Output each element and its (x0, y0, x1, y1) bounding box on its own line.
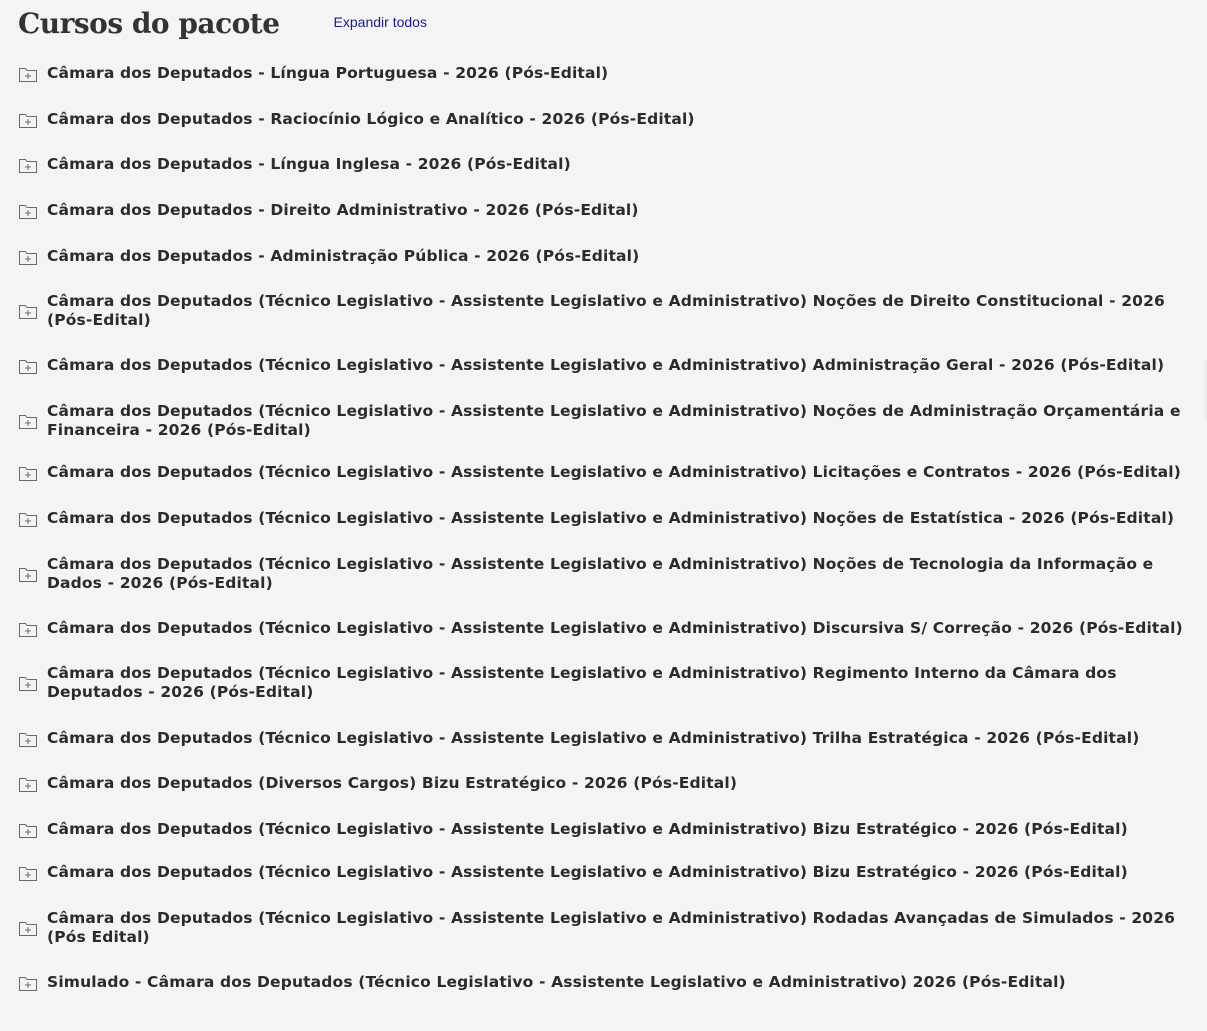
course-label: Câmara dos Deputados (Técnico Legislativo - Assistente Legislativo e Administrativo) Noções de Tecnologia da Informação e Dados - 2026 (Pós-Edital) (47, 555, 1154, 592)
folder-plus-icon (18, 302, 38, 320)
course-item[interactable] (18, 555, 1190, 593)
course-label: Câmara dos Deputados (Diversos Cargos) Bizu Estratégico - 2026 (Pós-Edital) (47, 774, 738, 792)
course-item[interactable] (18, 64, 1190, 83)
course-item[interactable] (18, 863, 1190, 882)
folder-plus-icon (18, 919, 38, 937)
course-label: Câmara dos Deputados (Técnico Legislativo - Assistente Legislativo e Administrativo) Noções de Estatística - 2026 (Pós-Edital) (47, 509, 1175, 527)
expand-all-link[interactable]: Expandir todos (333, 14, 427, 30)
folder-plus-icon (18, 821, 38, 839)
course-label: Câmara dos Deputados (Técnico Legislativo - Assistente Legislativo e Administrativo) Discursiva S/ Correção - 2026 (Pós-Edital) (47, 619, 1183, 637)
course-label: Câmara dos Deputados (Técnico Legislativo - Assistente Legislativo e Administrativo) Regimento Interno da Câmara dos Deputados - 2026 (Pós-Edital) (47, 664, 1117, 701)
course-label: Câmara dos Deputados (Técnico Legislativo - Assistente Legislativo e Administrativo) Bizu Estratégico - 2026 (Pós-Edital) (47, 820, 1128, 838)
course-item[interactable] (18, 509, 1190, 528)
folder-plus-icon (18, 202, 38, 220)
course-label: Câmara dos Deputados (Técnico Legislativo - Assistente Legislativo e Administrativo) Noções de Administração Orçamentária e Financeira - 2026 (Pós-Edital) (47, 402, 1181, 439)
course-label: Câmara dos Deputados (Técnico Legislativo - Assistente Legislativo e Administrativo) Trilha Estratégica - 2026 (Pós-Edital) (47, 729, 1140, 747)
course-item[interactable] (18, 402, 1190, 440)
course-item[interactable] (18, 201, 1190, 220)
course-item[interactable] (18, 247, 1190, 266)
folder-plus-icon (18, 510, 38, 528)
folder-plus-icon (18, 620, 38, 638)
course-label: Câmara dos Deputados (Técnico Legislativo - Assistente Legislativo e Administrativo) Rodadas Avançadas de Simulados - 2026 (Pós Edital) (47, 909, 1176, 946)
course-item[interactable] (18, 909, 1190, 947)
course-label: Câmara dos Deputados - Raciocínio Lógico e Analítico - 2026 (Pós-Edital) (47, 110, 695, 128)
folder-plus-icon (18, 412, 38, 430)
course-item[interactable] (18, 463, 1190, 482)
course-label: Câmara dos Deputados (Técnico Legislativo - Assistente Legislativo e Administrativo) Administração Geral - 2026 (Pós-Edital) (47, 356, 1165, 374)
course-item[interactable] (18, 110, 1190, 129)
folder-plus-icon (18, 357, 38, 375)
course-label: Câmara dos Deputados - Direito Administrativo - 2026 (Pós-Edital) (47, 201, 639, 219)
course-label: Câmara dos Deputados - Língua Inglesa - 2026 (Pós-Edital) (47, 155, 571, 173)
course-label: Simulado - Câmara dos Deputados (Técnico Legislativo - Assistente Legislativo e Administrativo) 2026 (Pós-Edital) (47, 973, 1066, 991)
course-label: Câmara dos Deputados - Língua Portuguesa - 2026 (Pós-Edital) (47, 64, 609, 82)
course-label: Câmara dos Deputados (Técnico Legislativo - Assistente Legislativo e Administrativo) Bizu Estratégico - 2026 (Pós-Edital) (47, 863, 1128, 881)
folder-plus-icon (18, 65, 38, 83)
folder-plus-icon (18, 248, 38, 266)
course-label: Câmara dos Deputados (Técnico Legislativo - Assistente Legislativo e Administrativo) Licitações e Contratos - 2026 (Pós-Edital) (47, 463, 1181, 481)
folder-plus-icon (18, 974, 38, 992)
folder-plus-icon (18, 565, 38, 583)
folder-plus-icon (18, 111, 38, 129)
folder-plus-icon (18, 674, 38, 692)
course-item[interactable] (18, 155, 1190, 174)
course-label: Câmara dos Deputados - Administração Pública - 2026 (Pós-Edital) (47, 247, 640, 265)
course-item[interactable] (18, 820, 1190, 839)
folder-plus-icon (18, 464, 38, 482)
course-item[interactable] (18, 664, 1190, 702)
course-item[interactable] (18, 774, 1190, 793)
course-item[interactable] (18, 356, 1190, 375)
folder-plus-icon (18, 156, 38, 174)
folder-plus-icon (18, 864, 38, 882)
course-item[interactable] (18, 619, 1190, 638)
page-title: Cursos do pacote (18, 7, 280, 40)
course-item[interactable] (18, 729, 1190, 748)
course-label: Câmara dos Deputados (Técnico Legislativo - Assistente Legislativo e Administrativo) Noções de Direito Constitucional - 2026 (Pós-Edital) (47, 292, 1165, 329)
folder-plus-icon (18, 730, 38, 748)
folder-plus-icon (18, 775, 38, 793)
course-item[interactable] (18, 973, 1190, 992)
course-item[interactable] (18, 292, 1190, 330)
